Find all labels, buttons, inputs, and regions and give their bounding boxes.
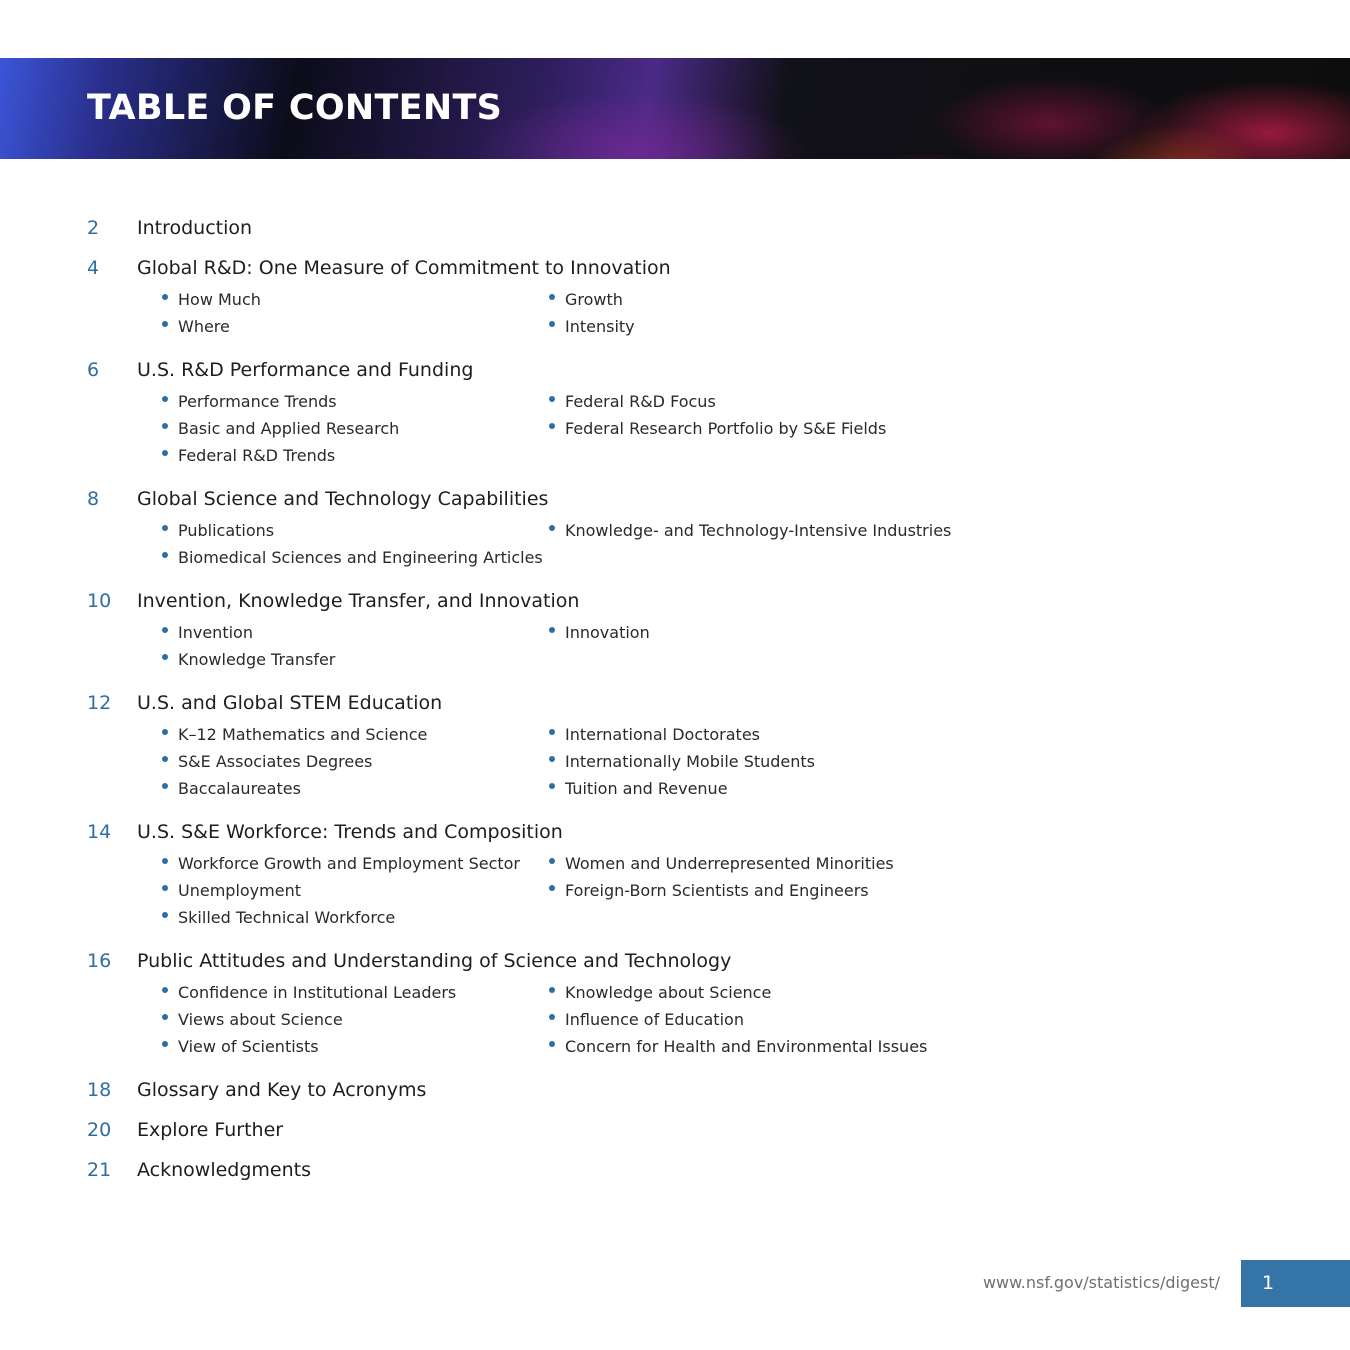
bullet-icon <box>549 885 555 891</box>
toc-subsection-item[interactable] <box>162 646 549 673</box>
toc-subsection-label: Skilled Technical Workforce <box>178 908 396 927</box>
toc-subsection-item[interactable] <box>162 904 549 931</box>
toc-subsection-label: Women and Underrepresented Minorities <box>565 854 894 873</box>
toc-subsection-label: Federal Research Portfolio by S&E Fields <box>565 419 887 438</box>
toc-subsection-item[interactable] <box>162 619 549 646</box>
bullet-icon <box>162 1041 168 1047</box>
bullet-icon <box>162 396 168 402</box>
toc-section <box>87 812 1087 931</box>
bullet-icon <box>162 1014 168 1020</box>
toc-section <box>87 1070 1087 1110</box>
toc-subsection-item[interactable] <box>162 388 549 415</box>
toc-subsection-label: Knowledge- and Technology-Intensive Industries <box>565 521 952 540</box>
bullet-icon <box>162 525 168 531</box>
bullet-icon <box>549 423 555 429</box>
toc-page-number: 18 <box>87 1079 112 1101</box>
toc-page-number: 2 <box>87 217 100 239</box>
bullet-icon <box>162 912 168 918</box>
toc-subsection-label: Where <box>178 317 230 336</box>
toc-section-title: U.S. S&E Workforce: Trends and Composition <box>137 821 563 843</box>
toc-entry-link[interactable] <box>87 248 1087 286</box>
toc-page-number: 20 <box>87 1119 112 1141</box>
toc-section <box>87 350 1087 469</box>
toc-section-title: Acknowledgments <box>137 1159 311 1181</box>
bullet-icon <box>549 756 555 762</box>
toc-section <box>87 683 1087 802</box>
toc-subsection-item[interactable] <box>549 415 969 442</box>
bullet-icon <box>162 294 168 300</box>
bullet-icon <box>162 423 168 429</box>
bullet-icon <box>162 552 168 558</box>
toc-section <box>87 1110 1087 1150</box>
toc-subsection-label: Foreign-Born Scientists and Engineers <box>565 881 869 900</box>
bullet-icon <box>549 294 555 300</box>
header-banner <box>0 58 1350 159</box>
bullet-icon <box>549 858 555 864</box>
toc-subsection-list <box>162 979 1087 1060</box>
toc-page-number: 14 <box>87 821 112 843</box>
toc-entry-link[interactable] <box>87 1070 1087 1110</box>
toc-subsection-item[interactable] <box>162 286 549 313</box>
toc-subsection-item[interactable] <box>549 388 969 415</box>
toc-subsection-label: S&E Associates Degrees <box>178 752 373 771</box>
toc-section-title: Public Attitudes and Understanding of Science and Technology <box>137 950 732 972</box>
toc-section <box>87 1150 1087 1190</box>
toc-section <box>87 248 1087 340</box>
toc-subsection-item[interactable] <box>162 415 549 442</box>
toc-section-title: Explore Further <box>137 1119 284 1141</box>
toc-subsection-item[interactable] <box>549 850 969 877</box>
toc-subsection-label: Unemployment <box>178 881 301 900</box>
bullet-icon <box>162 627 168 633</box>
toc-subsection-list <box>162 388 1087 469</box>
toc-subsection-item[interactable] <box>162 877 549 904</box>
page-number-badge: 1 <box>1241 1260 1350 1307</box>
toc-section-title: U.S. R&D Performance and Funding <box>137 359 474 381</box>
toc-entry-link[interactable] <box>87 581 1087 619</box>
bullet-icon <box>162 654 168 660</box>
toc-section-title: Global Science and Technology Capabilities <box>137 488 549 510</box>
toc-subsection-label: Innovation <box>565 623 650 642</box>
toc-subsection-item[interactable] <box>162 979 549 1006</box>
bullet-icon <box>549 1041 555 1047</box>
toc-page-number: 8 <box>87 488 100 510</box>
toc-subsection-item[interactable] <box>549 286 969 313</box>
toc-subsection-item[interactable] <box>549 979 969 1006</box>
toc-subsection-label: How Much <box>178 290 261 309</box>
bullet-icon <box>549 729 555 735</box>
toc-subsection-label: Workforce Growth and Employment Sector <box>178 854 520 873</box>
toc-subsection-list <box>162 850 1087 931</box>
toc-subsection-item[interactable] <box>549 877 969 904</box>
bullet-icon <box>549 987 555 993</box>
toc-subsection-label: Knowledge Transfer <box>178 650 336 669</box>
toc-subsection-item[interactable] <box>162 1033 549 1060</box>
toc-subsection-list <box>162 286 1087 340</box>
toc-subsection-label: Intensity <box>565 317 635 336</box>
table-of-contents <box>87 208 1087 1190</box>
bullet-icon <box>162 885 168 891</box>
toc-page-number: 10 <box>87 590 112 612</box>
toc-subsection-item[interactable] <box>549 721 969 748</box>
toc-section <box>87 479 1087 571</box>
footer-url-link[interactable]: www.nsf.gov/statistics/digest/ <box>982 1273 1220 1292</box>
bullet-icon <box>162 756 168 762</box>
toc-subsection-label: Knowledge about Science <box>565 983 772 1002</box>
toc-section <box>87 581 1087 673</box>
toc-subsection-item[interactable] <box>162 313 549 340</box>
toc-subsection-label: Internationally Mobile Students <box>565 752 816 771</box>
toc-page-number: 21 <box>87 1159 112 1181</box>
bullet-icon <box>549 396 555 402</box>
toc-entry-link[interactable] <box>87 479 1087 517</box>
toc-subsection-item[interactable] <box>162 517 549 544</box>
toc-entry-link[interactable] <box>87 941 1087 979</box>
toc-subsection-item[interactable] <box>162 748 549 775</box>
bullet-icon <box>162 783 168 789</box>
toc-subsection-label: Federal R&D Trends <box>178 446 336 465</box>
page-title: TABLE OF CONTENTS <box>87 88 503 128</box>
toc-subsection-item[interactable] <box>549 1033 969 1060</box>
bullet-icon <box>549 627 555 633</box>
bullet-icon <box>162 450 168 456</box>
bullet-icon <box>549 1014 555 1020</box>
bullet-icon <box>549 321 555 327</box>
toc-subsection-item[interactable] <box>549 619 969 646</box>
toc-section-title: Invention, Knowledge Transfer, and Innovation <box>137 590 580 612</box>
toc-subsection-item[interactable] <box>162 850 549 877</box>
toc-subsection-item[interactable] <box>549 1006 969 1033</box>
toc-subsection-label: Invention <box>178 623 253 642</box>
toc-subsection-label: Baccalaureates <box>178 779 301 798</box>
toc-subsection-item[interactable] <box>162 1006 549 1033</box>
toc-section-title: Glossary and Key to Acronyms <box>137 1079 427 1101</box>
toc-subsection-item[interactable] <box>549 313 969 340</box>
toc-subsection-label: K–12 Mathematics and Science <box>178 725 428 744</box>
toc-subsection-label: Federal R&D Focus <box>565 392 716 411</box>
toc-entry-link[interactable] <box>87 1110 1087 1150</box>
toc-subsection-item[interactable] <box>162 544 549 571</box>
toc-subsection-label: Tuition and Revenue <box>565 779 728 798</box>
toc-entry-link[interactable] <box>87 683 1087 721</box>
toc-entry-link[interactable] <box>87 350 1087 388</box>
toc-subsection-label: Concern for Health and Environmental Issues <box>565 1037 928 1056</box>
bullet-icon <box>162 858 168 864</box>
toc-page-number: 4 <box>87 257 100 279</box>
toc-subsection-label: Publications <box>178 521 275 540</box>
toc-subsection-label: Views about Science <box>178 1010 343 1029</box>
bullet-icon <box>549 525 555 531</box>
toc-subsection-list <box>162 619 1087 673</box>
toc-subsection-item[interactable] <box>162 775 549 802</box>
toc-subsection-list <box>162 721 1087 802</box>
toc-subsection-label: Influence of Education <box>565 1010 744 1029</box>
bullet-icon <box>549 783 555 789</box>
bullet-icon <box>162 729 168 735</box>
toc-page-number: 12 <box>87 692 112 714</box>
toc-entry-link[interactable] <box>87 208 1087 248</box>
toc-entry-link[interactable] <box>87 1150 1087 1190</box>
toc-subsection-list <box>162 517 1087 571</box>
toc-subsection-item[interactable] <box>162 721 549 748</box>
bullet-icon <box>162 987 168 993</box>
toc-section-title: U.S. and Global STEM Education <box>137 692 443 714</box>
toc-section-title: Introduction <box>137 217 253 239</box>
toc-subsection-label: Performance Trends <box>178 392 337 411</box>
toc-section <box>87 941 1087 1060</box>
toc-page-number: 6 <box>87 359 100 381</box>
toc-section-title: Global R&D: One Measure of Commitment to Innovation <box>137 257 671 279</box>
toc-subsection-item[interactable] <box>162 442 549 469</box>
bullet-icon <box>162 321 168 327</box>
toc-subsection-label: Growth <box>565 290 623 309</box>
toc-subsection-label: Basic and Applied Research <box>178 419 400 438</box>
toc-subsection-item[interactable] <box>549 775 969 802</box>
toc-subsection-label: Confidence in Institutional Leaders <box>178 983 457 1002</box>
toc-entry-link[interactable] <box>87 812 1087 850</box>
toc-subsection-label: International Doctorates <box>565 725 761 744</box>
toc-subsection-label: Biomedical Sciences and Engineering Articles <box>178 548 543 567</box>
toc-subsection-item[interactable] <box>549 748 969 775</box>
toc-page-number: 16 <box>87 950 112 972</box>
toc-subsection-item[interactable] <box>549 517 969 544</box>
toc-subsection-label: View of Scientists <box>178 1037 319 1056</box>
toc-section <box>87 208 1087 248</box>
